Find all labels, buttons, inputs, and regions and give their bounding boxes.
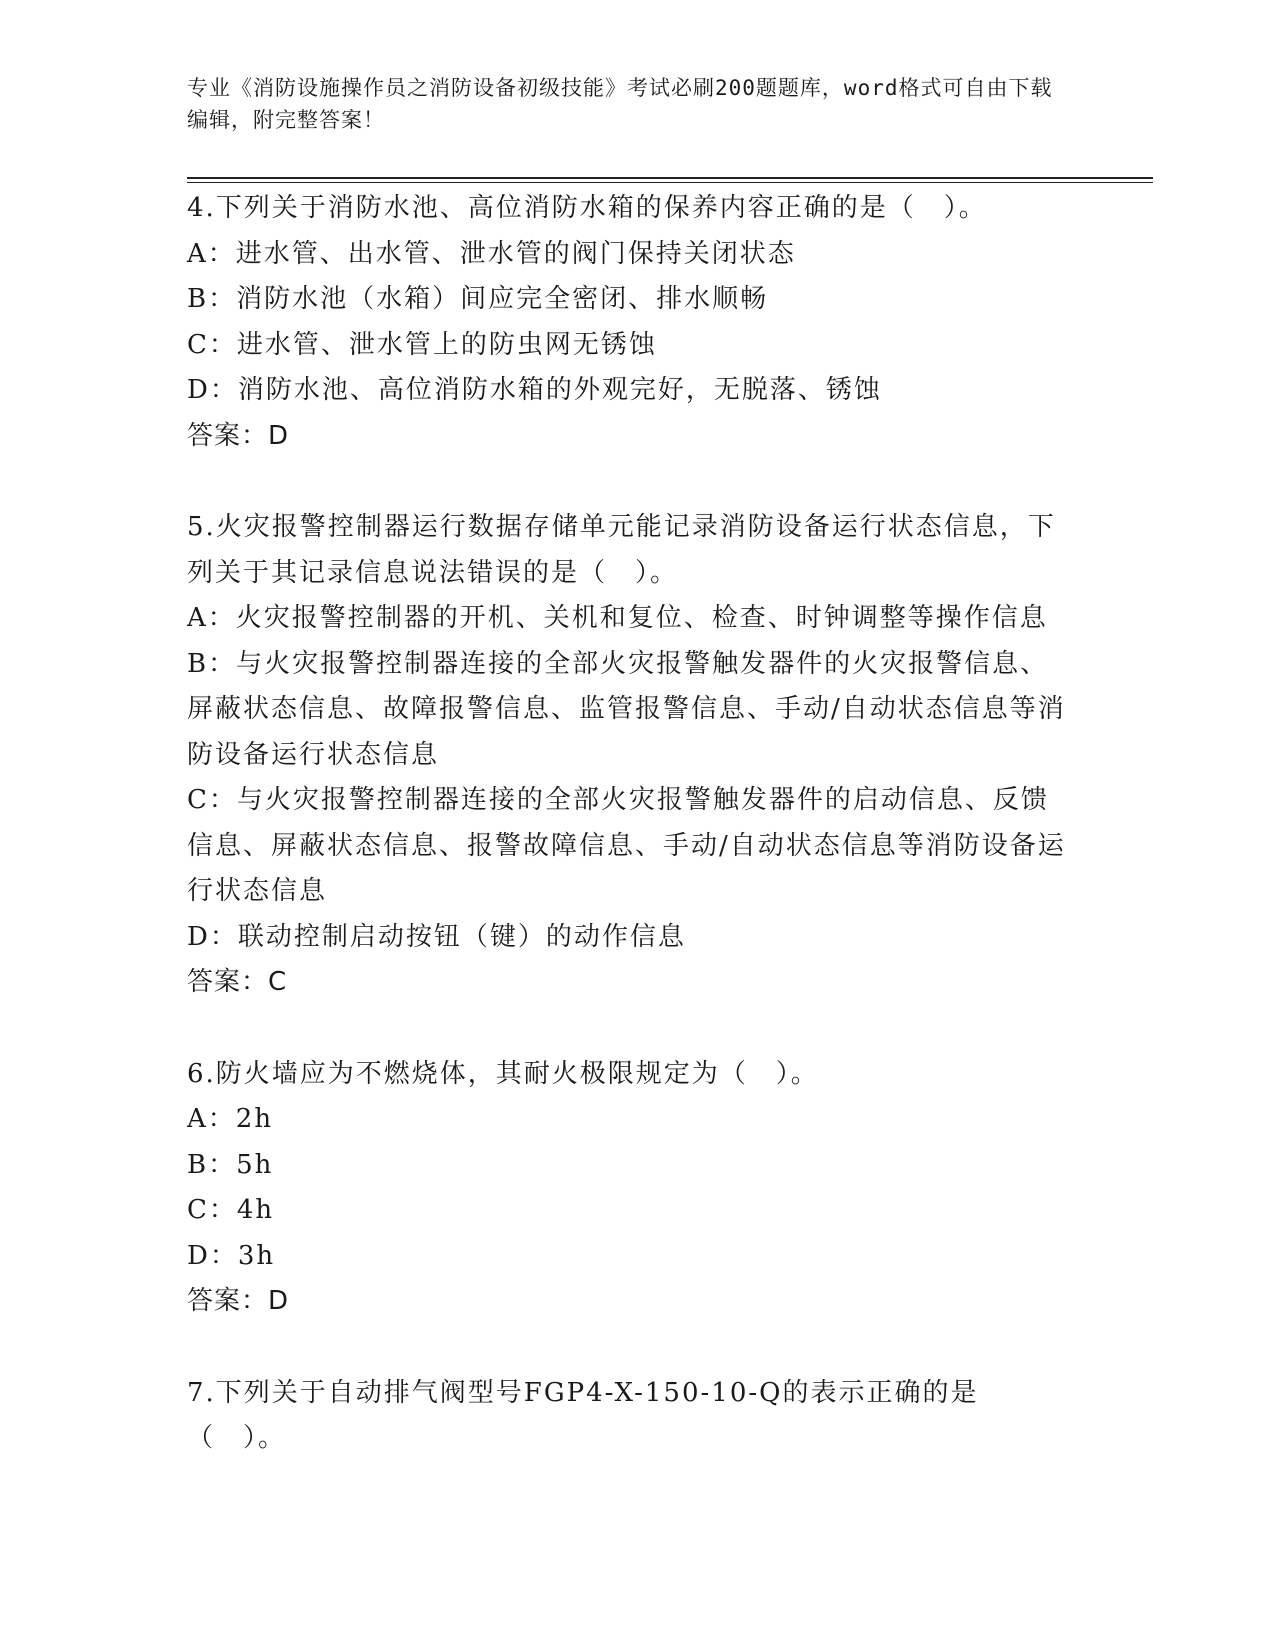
question-7 — [187, 1371, 1067, 1462]
answer-text: 答案：D — [187, 1286, 290, 1316]
question-5 — [187, 505, 1067, 1006]
option-a: A：2h — [187, 1104, 274, 1134]
option-b: B：5h — [187, 1149, 274, 1180]
question-stem: 7.下列关于自动排气阀型号FGP4-X-150-10-Q的表示正确的是（ ）。 — [187, 1377, 979, 1453]
option-c: C：4h — [187, 1195, 275, 1225]
option-c: C：与火灾报警控制器连接的全部火灾报警触发器件的启动信息、反馈信息、屏蔽状态信息、报警故障信息、手动/自动状态信息等消防设备运行状态信息 — [187, 785, 1066, 906]
question-6 — [187, 1052, 1067, 1325]
question-list — [187, 186, 1067, 1508]
option-a: A：进水管、出水管、泄水管的阀门保持关闭状态 — [187, 238, 796, 269]
option-d: D：3h — [187, 1240, 276, 1271]
header-divider — [187, 177, 1153, 179]
option-d: D：联动控制启动按钮（键）的动作信息 — [187, 921, 686, 952]
option-a: A：火灾报警控制器的开机、关机和复位、检查、时钟调整等操作信息 — [187, 603, 1048, 633]
answer-text: 答案：C — [187, 967, 288, 997]
question-stem: 4.下列关于消防水池、高位消防水箱的保养内容正确的是（ ）。 — [187, 193, 987, 223]
document-header: 专业《消防设施操作员之消防设备初级技能》考试必刷200题题库，word格式可自由下载编辑，附完整答案！ — [187, 76, 1053, 132]
answer-text: 答案：D — [187, 420, 290, 451]
option-b: B：消防水池（水箱）间应完全密闭、排水顺畅 — [187, 284, 769, 314]
question-stem: 6.防火墙应为不燃烧体，其耐火极限规定为（ ）。 — [187, 1058, 819, 1089]
option-b: B：与火灾报警控制器连接的全部火灾报警触发器件的火灾报警信息、屏蔽状态信息、故障报警信息、监管报警信息、手动/自动状态信息等消防设备运行状态信息 — [187, 648, 1066, 770]
header-divider-thin — [187, 182, 1153, 183]
question-4 — [187, 186, 1067, 459]
question-stem: 5.火灾报警控制器运行数据存储单元能记录消防设备运行状态信息，下列关于其记录信息说法错误的是（ ）。 — [187, 512, 1056, 588]
option-d: D：消防水池、高位消防水箱的外观完好，无脱落、锈蚀 — [187, 375, 882, 405]
option-c: C：进水管、泄水管上的防虫网无锈蚀 — [187, 329, 657, 360]
